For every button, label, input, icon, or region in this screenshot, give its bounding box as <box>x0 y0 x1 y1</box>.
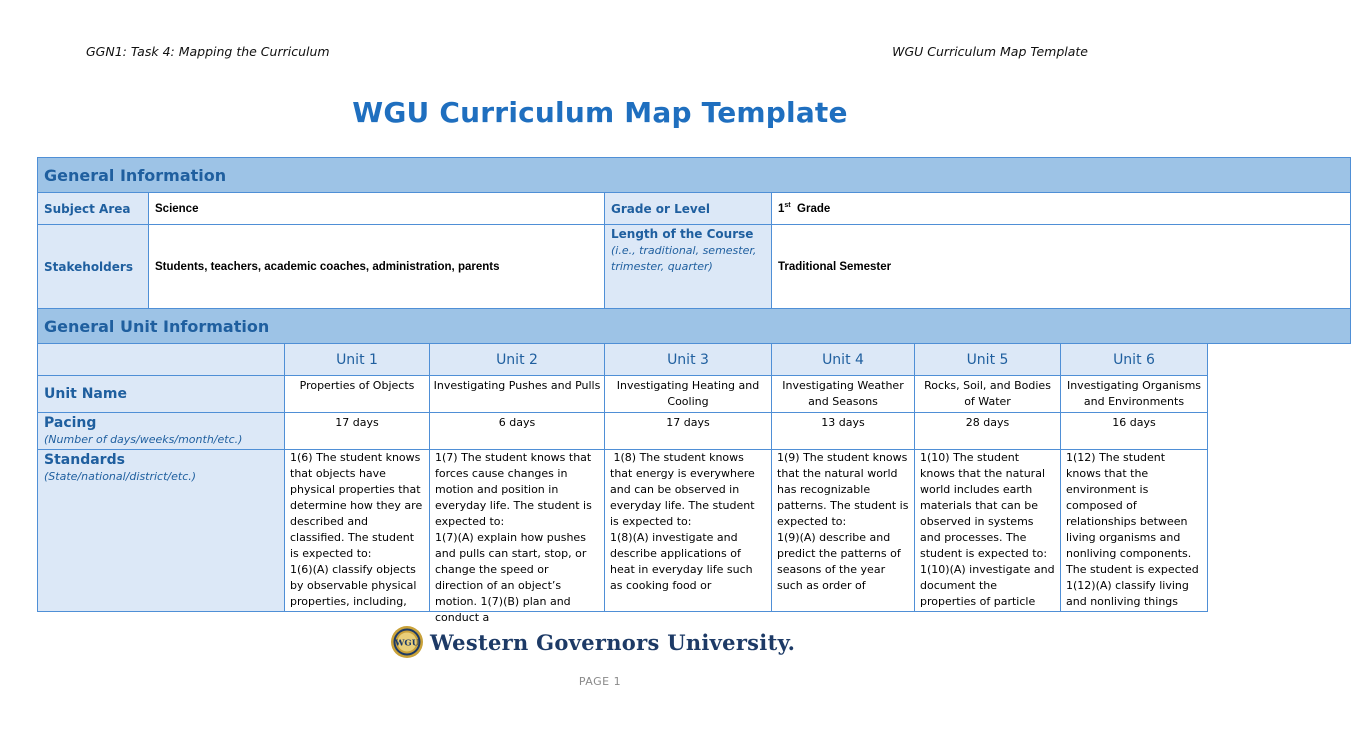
general-info-band-row <box>38 158 1351 193</box>
standards-label-cell <box>38 450 285 612</box>
length-value: Traditional Semester <box>772 225 1351 309</box>
length-note: (i.e., traditional, semester, trimester, quarter) <box>611 244 757 273</box>
grade-label: Grade or Level <box>605 193 772 225</box>
standards-4-text: 1(9) The student knows that the natural world has recognizable patterns. The student is expected to: 1(9)(A) describe and predict the patterns of seasons of the year such as order of <box>777 451 909 592</box>
grade-word: Grade <box>797 202 831 215</box>
pacing-4: 13 days <box>772 413 915 450</box>
page-number: PAGE 1 <box>578 675 622 688</box>
unit-header-5: Unit 5 <box>915 344 1061 376</box>
unit-name-2: Investigating Pushes and Pulls <box>430 376 605 413</box>
standards-5-text: 1(10) The student knows that the natural world includes earth materials that can be observed in systems and processes. The student is expected to: 1(10)(A) investigate and document the properties of particle <box>920 451 1055 608</box>
standards-2-text: 1(7) The student knows that forces cause changes in motion and position in everyday life. The student is expected to: 1(7)(A) explain how pushes and pulls can start, stop, or change the speed or direction of an object’s motion. 1(7)(B) plan and conduct a <box>435 451 592 624</box>
grade-value <box>772 193 1351 225</box>
header-left: GGN1: Task 4: Mapping the Curriculum <box>86 44 330 59</box>
stakeholders-label: Stakeholders <box>38 225 149 309</box>
standards-5 <box>915 450 1061 612</box>
pacing-label-cell <box>38 413 285 450</box>
unit-name-6: Investigating Organisms and Environments <box>1061 376 1208 413</box>
unit-name-4: Investigating Weather and Seasons <box>772 376 915 413</box>
header-right: WGU Curriculum Map Template <box>892 44 1088 59</box>
standards-1-text: 1(6) The student knows that objects have physical properties that determine how they are described and classified. The student is expected to: 1(6)(A) classify objects by observable physical properties, including, <box>290 451 423 608</box>
standards-6-text: 1(12) The student knows that the environment is composed of relationships between living organisms and nonliving components. The student is expected 1(12)(A) classify living and nonliving things <box>1066 451 1203 608</box>
standards-6 <box>1061 450 1208 612</box>
curriculum-table <box>37 157 1351 624</box>
unit-header-row <box>38 344 1351 376</box>
stakeholders-value: Students, teachers, academic coaches, administration, parents <box>149 225 605 309</box>
page-title: WGU Curriculum Map Template <box>352 96 848 129</box>
pacing-5: 28 days <box>915 413 1061 450</box>
standards-3-text: 1(8) The student knows that energy is everywhere and can be observed in everyday life. The student is expected to: 1(8)(A) investigate and describe applications of heat in everyday life such as cooking food or <box>610 451 755 592</box>
standards-2 <box>430 450 605 624</box>
unit-header-3: Unit 3 <box>605 344 772 376</box>
standards-1 <box>285 450 430 612</box>
standards-note: (State/national/district/etc.) <box>44 470 197 483</box>
unit-header-4: Unit 4 <box>772 344 915 376</box>
unit-header-blank <box>38 344 285 376</box>
standards-label: Standards <box>44 452 125 468</box>
subject-area-label: Subject Area <box>38 193 149 225</box>
standards-3 <box>605 450 772 612</box>
unit-name-row <box>38 376 1351 413</box>
subject-area-value: Science <box>149 193 605 225</box>
standards-row <box>38 450 1351 612</box>
pacing-6: 16 days <box>1061 413 1208 450</box>
unit-header-6: Unit 6 <box>1061 344 1208 376</box>
grade-suffix: st <box>784 202 791 210</box>
seal-text: WGU <box>394 638 420 649</box>
unit-header-2: Unit 2 <box>430 344 605 376</box>
unit-header-1: Unit 1 <box>285 344 430 376</box>
stakeholders-row <box>38 225 1351 309</box>
unit-info-heading: General Unit Information <box>38 309 1351 344</box>
wgu-seal-icon <box>390 625 424 659</box>
pacing-1: 17 days <box>285 413 430 450</box>
pacing-2: 6 days <box>430 413 605 450</box>
logo-text: Western Governors University. <box>430 629 796 655</box>
general-info-heading: General Information <box>38 158 1351 193</box>
pacing-row <box>38 413 1351 450</box>
pacing-3: 17 days <box>605 413 772 450</box>
pacing-note: (Number of days/weeks/month/etc.) <box>44 433 243 446</box>
pacing-label: Pacing <box>44 415 97 431</box>
length-cell <box>605 225 772 309</box>
unit-name-5: Rocks, Soil, and Bodies of Water <box>915 376 1061 413</box>
unit-info-band-row <box>38 309 1351 344</box>
standards-4 <box>772 450 915 612</box>
unit-name-3: Investigating Heating and Cooling <box>605 376 772 413</box>
wgu-logo <box>390 625 795 659</box>
unit-name-label: Unit Name <box>38 376 285 413</box>
unit-name-1: Properties of Objects <box>285 376 430 413</box>
grade-number: 1 <box>778 202 785 215</box>
subject-row <box>38 193 1351 225</box>
length-label: Length of the Course <box>611 227 754 241</box>
